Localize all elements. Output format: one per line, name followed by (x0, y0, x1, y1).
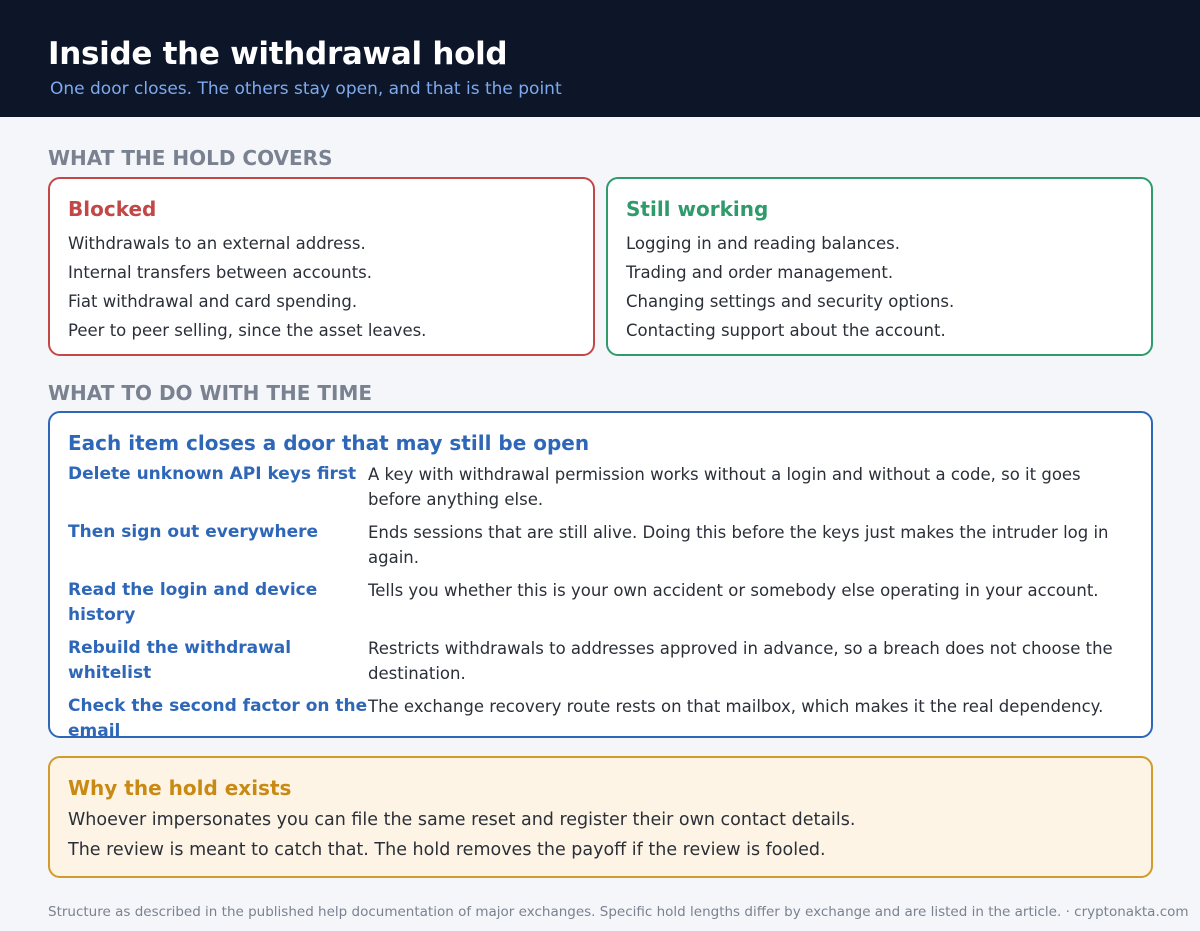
step-title: Rebuild the withdrawal whitelist (68, 638, 292, 683)
footer-note: Structure as described in the published help documentation of major exchanges. Specific hold lengths differ by exchange and are listed in the article. · cryptonakta.com (48, 904, 1189, 920)
step-description: A key with withdrawal permission works without a login and without a code, so it goes before anything else. (368, 465, 1081, 509)
page-subtitle: One door closes. The others stay open, and that is the point (50, 79, 562, 99)
step-description: Restricts withdrawals to addresses approved in advance, so a breach does not choose the destination. (368, 639, 1113, 683)
page-header (0, 0, 1200, 117)
working-item: Changing settings and security options. (626, 292, 955, 311)
step-description: Tells you whether this is your own accident or somebody else operating in your account. (368, 581, 1099, 600)
section-label-actions: WHAT TO DO WITH THE TIME (48, 381, 373, 405)
working-item: Contacting support about the account. (626, 321, 946, 340)
blocked-list (68, 229, 426, 345)
section-label-coverage: WHAT THE HOLD COVERS (48, 146, 333, 170)
step-title: Read the login and device history (68, 580, 318, 625)
step-title: Check the second factor on the email (68, 696, 368, 741)
steps-list (68, 462, 1133, 752)
working-heading: Still working (626, 197, 769, 221)
page-title: Inside the withdrawal hold (48, 36, 508, 72)
actions-card (48, 411, 1153, 741)
why-card (48, 756, 1153, 878)
why-list (68, 805, 855, 865)
why-line: Whoever impersonates you can file the same reset and register their own contact details. (68, 810, 856, 830)
working-list (626, 229, 954, 345)
step-title: Then sign out everywhere (68, 522, 319, 542)
step-row (68, 694, 1133, 744)
working-item: Trading and order management. (626, 263, 894, 282)
step-description: The exchange recovery route rests on that mailbox, which makes it the real dependency. (368, 697, 1104, 716)
blocked-heading: Blocked (68, 197, 157, 221)
why-line: The review is meant to catch that. The hold removes the payoff if the review is fooled. (68, 840, 826, 860)
blocked-item: Fiat withdrawal and card spending. (68, 292, 358, 311)
blocked-item: Withdrawals to an external address. (68, 234, 366, 253)
actions-heading: Each item closes a door that may still be open (68, 431, 590, 455)
step-row (68, 462, 1133, 512)
blocked-item: Peer to peer selling, since the asset leaves. (68, 321, 427, 340)
working-card (606, 177, 1153, 356)
step-row (68, 520, 1133, 570)
step-description: Ends sessions that are still alive. Doing this before the keys just makes the intruder log in again. (368, 523, 1109, 567)
why-heading: Why the hold exists (68, 776, 292, 800)
step-row (68, 636, 1133, 686)
step-title: Delete unknown API keys first (68, 464, 357, 484)
step-row (68, 578, 1133, 628)
working-item: Logging in and reading balances. (626, 234, 900, 253)
blocked-card (48, 177, 595, 356)
blocked-item: Internal transfers between accounts. (68, 263, 373, 282)
